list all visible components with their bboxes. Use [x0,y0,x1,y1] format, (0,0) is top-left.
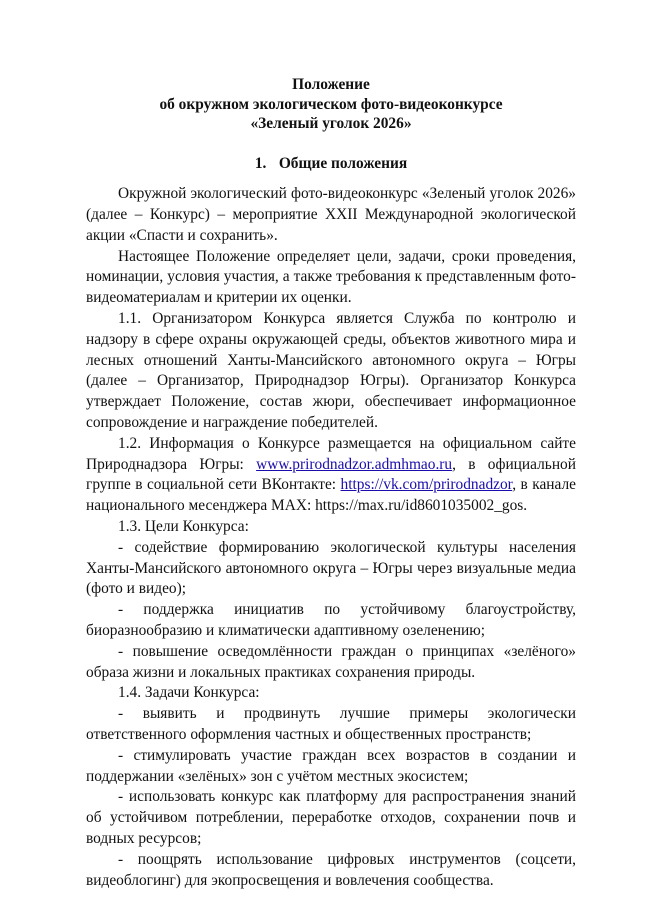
document-page [86,75,576,891]
section-heading [86,154,576,175]
tasks-heading: 1.4. Задачи Конкурса: [118,684,260,702]
goals-heading: 1.3. Цели Конкурса: [118,518,249,536]
title-line-2: об окружном экологическом фото-видеоконкурсе [159,95,503,113]
paragraph-1-1: 1.1. Организатором Конкурса является Служба по контролю и надзору в сфере охраны окружающей среды, объектов животного мира и лесных отношений Ханты-Мансийского автономного округа – Югры (далее – Организатор, Природнадзор Югры). Организатор Конкурса утверждает Положение, состав жюри, обеспечивает информационное сопровождение и награждение победителей. [86,310,576,432]
document-title [86,75,576,134]
site-link[interactable]: www.prirodnadzor.admhmao.ru [256,455,453,473]
paragraph-scope: Настоящее Положение определяет цели, задачи, сроки проведения, номинации, условия участия, а также требования к представленным фото-видеоматериалам и критерии их оценки. [86,247,576,307]
task-item: - выявить и продвинуть лучшие примеры экологически ответственного оформления частных и общественных пространств; [86,705,576,744]
task-item: - поощрять использование цифровых инструментов (соцсети, видеоблогинг) для экопросвещения и вовлечения сообщества. [86,850,576,889]
task-item: - использовать конкурс как платформу для распространения знаний об устойчивом потреблении, переработке отходов, сохранении почв и водных ресурсов; [86,788,576,847]
paragraph-1-2-text-a: 1.2. Информация о Конкурсе размещается на официальном сайте Природнадзора Югры: [86,434,576,473]
paragraph-1-2-text-c: , в канале национального месенджера MAX: https://max.ru/id8601035002_gos. [86,476,576,515]
section-title: Общие положения [278,154,408,172]
goal-item: - поддержка инициатив по устойчивому благоустройству, биоразнообразию и климатически адаптивному озеленению; [86,601,576,640]
section-number: 1. [254,154,267,172]
paragraph-1-2-text-b: , в официальной группе в социальной сети ВКонтакте: [86,455,576,494]
task-item: - стимулировать участие граждан всех возрастов в создании и поддержании «зелёных» зон с учётом местных экосистем; [86,746,576,785]
paragraph-1-2 [86,434,576,517]
title-line-1: Положение [292,76,370,93]
goal-item: - повышение осведомлённости граждан о принципах «зелёного» образа жизни и локальных практиках сохранения природы. [86,642,576,681]
vk-link[interactable]: https://vk.com/prirodnadzor [340,476,513,494]
goal-item: - содействие формированию экологической культуры населения Ханты-Мансийского автономного округа – Югры через визуальные медиа (фото и видео); [86,538,576,598]
paragraph-intro: Окружной экологический фото-видеоконкурс «Зеленый уголок 2026» (далее – Конкурс) – мероприятие XXII Международной экологической акции «Спасти и сохранить». [86,185,576,244]
title-line-3: «Зеленый уголок 2026» [250,115,412,132]
